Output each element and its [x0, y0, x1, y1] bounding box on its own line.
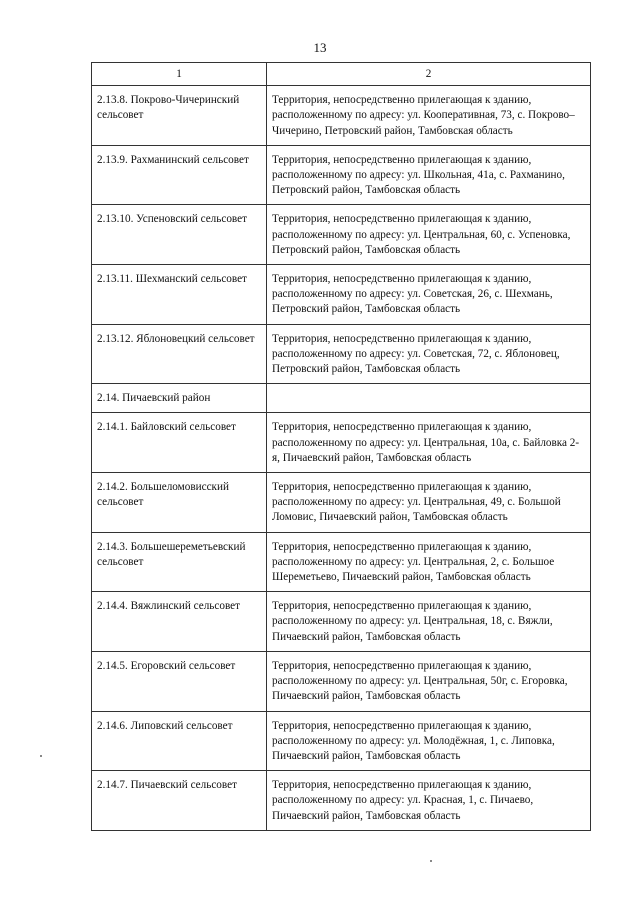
row-name-cell: 2.13.9. Рахманинский сельсовет: [92, 145, 267, 205]
row-name-cell: 2.14.1. Байловский сельсовет: [92, 413, 267, 473]
table-row: [92, 265, 591, 325]
scan-speck: [430, 860, 432, 862]
row-address-cell: Территория, непосредственно прилегающая к зданию, расположенному по адресу: ул. Кооперативная, 73, с. Покрово–Чичерино, Петровский район, Тамбовская область: [267, 86, 591, 146]
page-number: 13: [313, 40, 327, 55]
row-name-cell: 2.13.10. Успеновский сельсовет: [92, 205, 267, 265]
scan-speck: [40, 755, 42, 757]
row-address-cell: [267, 384, 591, 413]
table-row: [92, 86, 591, 146]
row-name-cell: 2.14.7. Пичаевский сельсовет: [92, 771, 267, 831]
table-header-row: [92, 63, 591, 86]
row-name-cell: 2.13.12. Яблоновецкий сельсовет: [92, 324, 267, 384]
table-row: [92, 592, 591, 652]
row-name-cell: 2.14.6. Липовский сельсовет: [92, 711, 267, 771]
row-name-cell: 2.13.11. Шехманский сельсовет: [92, 265, 267, 325]
table-row: [92, 205, 591, 265]
table-row: [92, 413, 591, 473]
table-row: [92, 771, 591, 831]
row-address-cell: Территория, непосредственно прилегающая к зданию, расположенному по адресу: ул. Центральная, 50г, с. Егоровка, Пичаевский район, Тамбовская область: [267, 651, 591, 711]
row-name-cell: 2.13.8. Покрово-Чичеринский сельсовет: [92, 86, 267, 146]
table-row: [92, 145, 591, 205]
row-name-cell: 2.14.3. Большешереметьевский сельсовет: [92, 532, 267, 592]
settlements-table: [91, 62, 591, 831]
row-address-cell: Территория, непосредственно прилегающая к зданию, расположенному по адресу: ул. Центральная, 60, с. Успеновка, Петровский район, Тамбовская область: [267, 205, 591, 265]
table-row: [92, 324, 591, 384]
table-row: [92, 532, 591, 592]
row-name-cell: 2.14.4. Вяжлинский сельсовет: [92, 592, 267, 652]
row-address-cell: Территория, непосредственно прилегающая к зданию, расположенному по адресу: ул. Молодёжная, 1, с. Липовка, Пичаевский район, Тамбовская область: [267, 711, 591, 771]
header-cell-2: 2: [267, 63, 591, 86]
row-address-cell: Территория, непосредственно прилегающая к зданию, расположенному по адресу: ул. Центральная, 10а, с. Байловка 2-я, Пичаевский район, Тамбовская область: [267, 413, 591, 473]
row-address-cell: Территория, непосредственно прилегающая к зданию, расположенному по адресу: ул. Красная, 1, с. Пичаево, Пичаевский район, Тамбовская область: [267, 771, 591, 831]
row-name-cell: 2.14.5. Егоровский сельсовет: [92, 651, 267, 711]
table-row: [92, 711, 591, 771]
row-name-cell: 2.14.2. Большеломовисский сельсовет: [92, 473, 267, 533]
row-address-cell: Территория, непосредственно прилегающая к зданию, расположенному по адресу: ул. Центральная, 49, с. Большой Ломовис, Пичаевский район, Тамбовская область: [267, 473, 591, 533]
table-row: [92, 651, 591, 711]
row-address-cell: Территория, непосредственно прилегающая к зданию, расположенному по адресу: ул. Советская, 72, с. Яблоновец, Петровский район, Тамбовская область: [267, 324, 591, 384]
row-address-cell: Территория, непосредственно прилегающая к зданию, расположенному по адресу: ул. Центральная, 2, с. Большое Шереметьево, Пичаевский район, Тамбовская область: [267, 532, 591, 592]
header-cell-1: 1: [92, 63, 267, 86]
row-address-cell: Территория, непосредственно прилегающая к зданию, расположенному по адресу: ул. Школьная, 41а, с. Рахманино, Петровский район, Тамбовская область: [267, 145, 591, 205]
section-heading-cell: 2.14. Пичаевский район: [92, 384, 267, 413]
table-row-section: [92, 384, 591, 413]
row-address-cell: Территория, непосредственно прилегающая к зданию, расположенному по адресу: ул. Центральная, 18, с. Вяжли, Пичаевский район, Тамбовская область: [267, 592, 591, 652]
table-row: [92, 473, 591, 533]
row-address-cell: Территория, непосредственно прилегающая к зданию, расположенному по адресу: ул. Советская, 26, с. Шехмань, Петровский район, Тамбовская область: [267, 265, 591, 325]
